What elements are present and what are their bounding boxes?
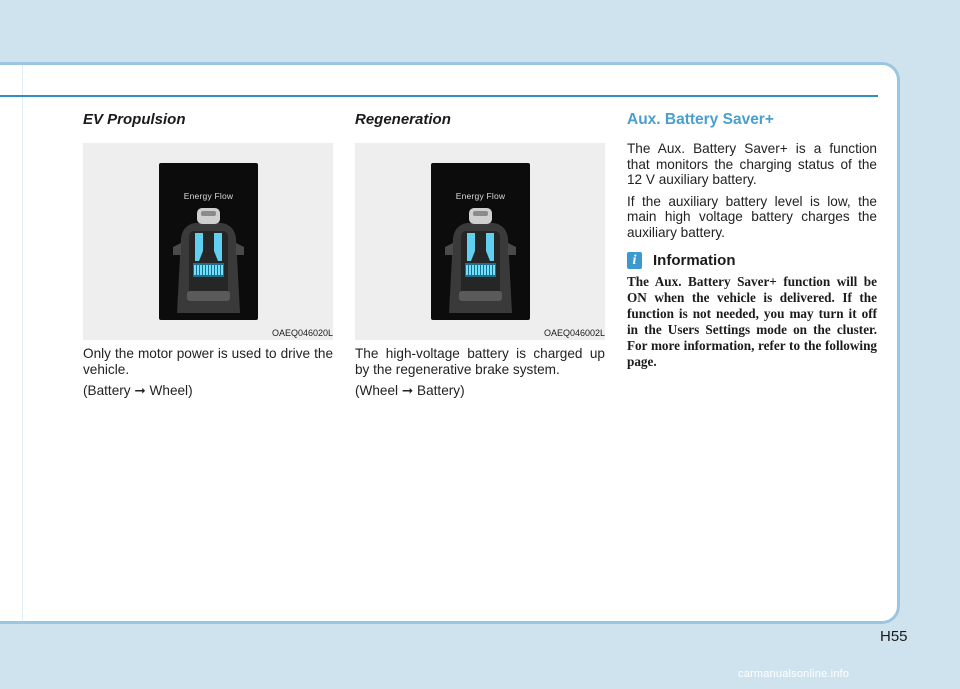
header-rule [0,95,878,97]
screen-title: Energy Flow [183,191,234,201]
manual-page [0,62,900,624]
information-text: The Aux. Battery Saver+ function will be ON when the vehicle is delivered. If the function is not needed, you may turn it off in the Users Settings mode on the cluster. For more information, refer to the following page. [627,274,877,369]
aux-battery-paragraph-1: The Aux. Battery Saver+ is a function that monitors the charging status of the 12 V auxiliary battery. [627,141,877,187]
figure-code: OAEQ046002L [543,328,605,338]
arrow-icon: ➞ [401,383,414,398]
page-number: H55 [880,628,908,645]
information-title: Information [653,252,736,269]
screen-title: Energy Flow [455,191,506,201]
ev-propulsion-text: Only the motor power is used to drive the vehicle. [83,346,333,377]
aux-battery-section [627,109,877,370]
ev-propulsion-section [83,109,333,399]
arrow-icon: ➞ [134,383,146,398]
car-energy-flow-icon [431,163,530,320]
flow-from: (Battery [83,383,131,398]
watermark: carmanualsonline.info [738,668,850,680]
regeneration-figure [355,143,605,340]
regeneration-text: The high-voltage battery is charged up by the regenerative brake system. [355,346,605,377]
regeneration-flow [355,383,605,399]
figure-code: OAEQ046020L [271,328,333,338]
aux-battery-heading: Aux. Battery Saver+ [627,111,774,128]
regeneration-section [355,109,605,399]
cluster-screen [431,163,530,320]
left-margin-rule [22,65,23,621]
flow-from: (Wheel [355,383,399,398]
flow-to: Battery) [417,383,465,398]
info-icon: i [627,252,642,269]
ev-propulsion-figure [83,143,333,340]
flow-to: Wheel) [149,383,193,398]
ev-propulsion-heading: EV Propulsion [83,111,186,128]
regeneration-heading: Regeneration [355,111,451,128]
cluster-screen [159,163,258,320]
ev-propulsion-flow [83,383,333,399]
information-header [627,252,877,269]
aux-battery-paragraph-2: If the auxiliary battery level is low, the main high voltage battery charges the auxiliary battery. [627,193,877,240]
car-energy-flow-icon [159,163,258,320]
